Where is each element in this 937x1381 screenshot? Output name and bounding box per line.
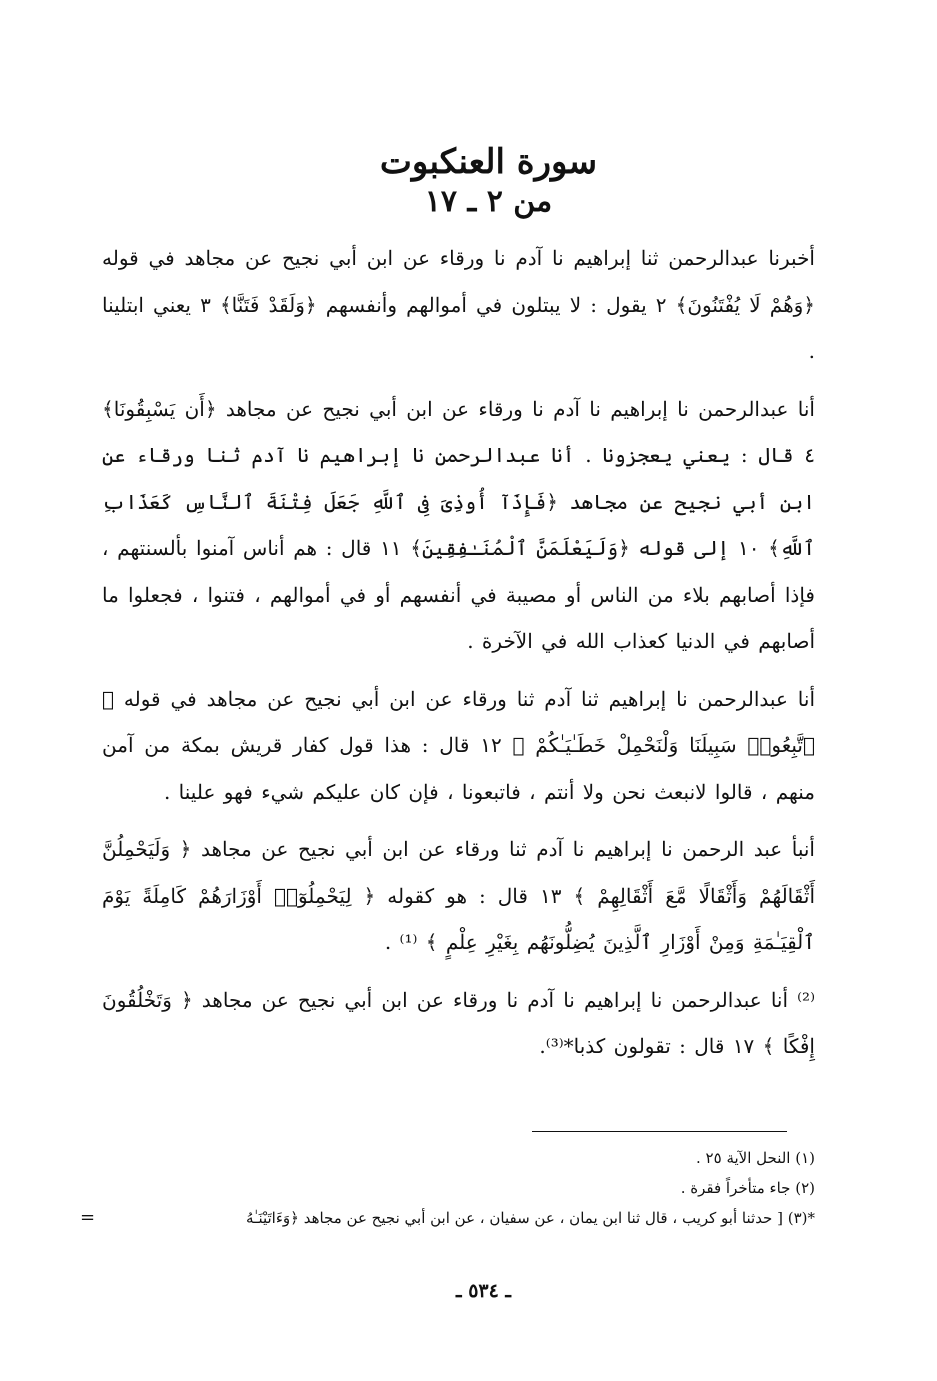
- footnote-1: (١) النحل الآية ٢٥ .: [696, 1149, 815, 1167]
- paragraph-1: أخبرنا عبدالرحمن ثنا إبراهيم نا آدم نا ورقاء عن ابن أبي نجيح عن مجاهد في قوله ﴿وَهُمْ لَا يُفْتَنُونَ﴾ ٢ يقول : لا يبتلون في أموالهم وأنفسهم ﴿وَلَقَدْ فَتَنَّا﴾ ٣ يعني ابتلينا .: [102, 246, 815, 363]
- footnote-continuation-mark: =: [80, 1207, 96, 1228]
- footnote-2: (٢) جاء متأخراً فقرة .: [680, 1179, 815, 1197]
- page-number: ـ ٥٣٤ ـ: [456, 1280, 511, 1302]
- paragraph-3: أنا عبدالرحمن نا إبراهيم ثنا آدم ثنا ورقاء عن ابن أبي نجيح عن مجاهد في قوله ﴿ ٱتَّبِعُوا۟ سَبِيلَنَا وَلْنَحْمِلْ خَطَـٰيَـٰكُمْ ﴾ ١٢ قال : هذا قول كفار قريش بمكة من آمن منهم ، قالوا لانبعث نحن ولا أنتم ، فاتبعونا ، فإن كان عليكم شيء فهو علينا .: [102, 686, 816, 804]
- footnote-3: *(٣) [ حدثنا أبو كريب ، قال ثنا ابن يمان ، عن سفيان ، عن ابن أبي نجيح عن مجاهد ﴿وَءَاتَيْنَـٰهُ: [246, 1209, 815, 1227]
- page-title: سورة العنكبوت: [379, 142, 598, 182]
- page-subtitle: من ٢ ـ ١٧: [424, 184, 553, 219]
- footnotes: [80, 1143, 815, 1233]
- body-text: [102, 235, 815, 1081]
- footnote-separator: [532, 1131, 787, 1132]
- paragraph-5: ⁽²⁾ أنا عبدالرحمن نا إبراهيم نا آدم نا ورقاء عن ابن أبي نجيح عن مجاهد ﴿ وَتَخْلُقُونَ إِفْكًا ﴾ ١٧ قال : تقولون كذبا*⁽³⁾.: [102, 987, 815, 1058]
- paragraph-4: أنبأ عبد الرحمن نا إبراهيم نا آدم ثنا ورقاء عن ابن أبي نجيح عن مجاهد ﴿ وَلَيَحْمِلُنَّ أَثْقَالَهُمْ وَأَثْقَالًا مَّعَ أَثْقَالِهِمْ ﴾ ١٣ قال : هو كقوله ﴿ لِيَحْمِلُوٓا۟ أَوْزَارَهُمْ كَامِلَةً يَوْمَ ٱلْقِيَـٰمَةِ وَمِنْ أَوْزَارِ ٱلَّذِينَ يُضِلُّونَهُم بِغَيْرِ عِلْمٍ ﴾ ⁽¹⁾ .: [102, 837, 815, 954]
- paragraph-2: أنا عبدالرحمن نا إبراهيم نا آدم نا ورقاء عن ابن أبي نجيح عن مجاهد ﴿أَن يَسْبِقُونَا﴾ ٤ قال : يعني يعجزونا . أنا عبدالرحمن نا إبراهيم نا آدم ثنا ورقاء عن ابن أبي نجيح عن مجاهد ﴿فَإِذَآ أُوذِىَ فِى ٱللَّهِ جَعَلَ فِتْنَةَ ٱلنَّاسِ كَعَذَابِ ٱللَّهِ﴾ ١٠ إلى قوله ﴿وَلَيَعْلَمَنَّ ٱلْمُنَـٰفِقِينَ﴾ ١١ قال : هم أناس آمنوا بألسنتهم ، فإذا أصابهم بلاء من الناس أو مصيبة في أنفسهم أو في أموالهم ، فتنوا ، فجعلوا ما أصابهم في الدنيا كعذاب الله في الآخرة .: [102, 396, 815, 653]
